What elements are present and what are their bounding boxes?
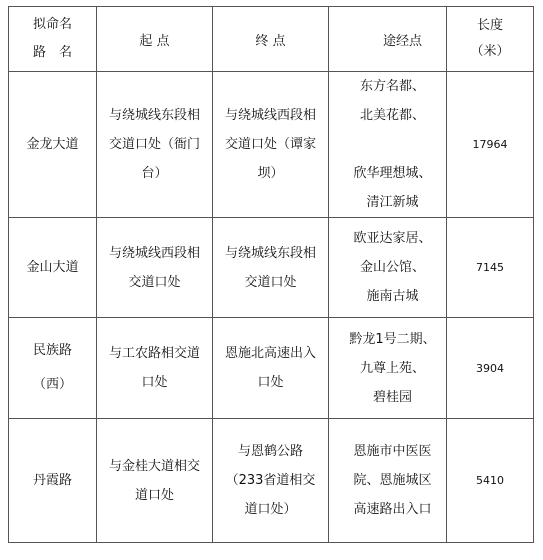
start-point-cell-line: 口处	[141, 375, 168, 390]
road-name-cell	[9, 419, 97, 543]
length-cell: 5410	[447, 419, 534, 543]
via-points-cell-line: 欧亚达家居、	[353, 231, 432, 246]
start-point-cell-line: 与工农路相交道	[108, 346, 200, 361]
header-end: 终 点	[213, 7, 329, 72]
via-points-cell	[329, 419, 447, 543]
header-length-line2: （米）	[470, 44, 510, 59]
end-point-cell-line: 与绕城线西段相	[224, 108, 316, 123]
start-point-cell-line: 道口处	[134, 487, 174, 503]
start-point-cell	[97, 419, 213, 543]
end-point-cell	[213, 218, 329, 318]
via-points-cell-line: 高速路出入口	[353, 502, 432, 517]
via-points-cell-line: 金山公馆、	[359, 260, 425, 275]
table-row	[9, 218, 534, 318]
via-points-cell-line: 清江新城	[366, 195, 419, 210]
header-row	[9, 7, 534, 72]
road-name-cell	[9, 72, 97, 218]
via-points-cell-line: 九尊上苑、	[359, 360, 425, 376]
start-point-cell-line: 与金桂大道相交	[108, 458, 200, 474]
road-naming-table	[8, 6, 534, 543]
end-point-cell	[213, 318, 329, 419]
via-points-cell-line	[339, 130, 446, 159]
via-points-cell	[329, 218, 447, 318]
header-name-line2: 路 名	[32, 45, 72, 60]
end-point-cell	[213, 72, 329, 218]
end-point-cell-line: （233省道相交	[225, 473, 316, 488]
via-points-cell-line: 院、恩施城区	[353, 473, 432, 488]
start-point-cell-line: 台）	[141, 166, 168, 181]
via-points-cell-line: 欣华理想城、	[353, 166, 432, 181]
road-name-line: 金山大道	[26, 259, 79, 275]
road-name-line: （西）	[32, 377, 72, 392]
header-length-line1: 长度	[476, 18, 503, 33]
road-name-line: 丹霞路	[32, 472, 72, 488]
header-length	[447, 7, 534, 72]
road-name-cell	[9, 318, 97, 419]
via-points-cell	[329, 318, 447, 419]
header-via-label: 途经点	[382, 33, 422, 49]
via-points-cell-line: 施南古城	[366, 289, 419, 304]
end-point-cell-line: 口处	[257, 375, 284, 390]
end-point-cell-line: 坝）	[257, 166, 284, 181]
road-name-line: 民族路	[32, 343, 72, 358]
table-row	[9, 72, 534, 218]
via-points-cell-line: 碧桂园	[372, 389, 412, 405]
via-points-cell-line: 恩施市中医医	[353, 444, 432, 459]
header-start: 起 点	[97, 7, 213, 72]
via-points-cell-line: 北美花都、	[359, 108, 425, 123]
road-name-line: 金龙大道	[26, 136, 79, 152]
end-point-cell	[213, 419, 329, 543]
start-point-cell	[97, 218, 213, 318]
via-points-cell	[329, 72, 447, 218]
header-name-line1: 拟命名	[32, 17, 72, 32]
start-point-cell-line: 交道口处	[128, 274, 181, 290]
table-row	[9, 419, 534, 543]
start-point-cell-line: 与绕城线东段相	[108, 108, 200, 123]
length-cell: 17964	[447, 72, 534, 218]
end-point-cell-line: 与恩鹤公路	[237, 444, 303, 459]
start-point-cell	[97, 72, 213, 218]
end-point-cell-line: 交道口处（谭家	[224, 137, 316, 152]
via-points-cell-line: 东方名都、	[359, 79, 425, 94]
end-point-cell-line: 交道口处	[244, 274, 297, 290]
header-via	[329, 7, 447, 72]
start-point-cell-line: 与绕城线西段相	[108, 245, 200, 261]
road-name-cell	[9, 218, 97, 318]
start-point-cell	[97, 318, 213, 419]
via-points-cell-line: 黔龙1号二期、	[349, 331, 436, 347]
end-point-cell-line: 恩施北高速出入	[224, 346, 316, 361]
start-point-cell-line: 交道口处（衙门	[108, 137, 200, 152]
end-point-cell-line: 与绕城线东段相	[224, 245, 316, 261]
header-name	[9, 7, 97, 72]
length-cell: 7145	[447, 218, 534, 318]
table-row	[9, 318, 534, 419]
end-point-cell-line: 道口处）	[244, 502, 297, 517]
length-cell: 3904	[447, 318, 534, 419]
